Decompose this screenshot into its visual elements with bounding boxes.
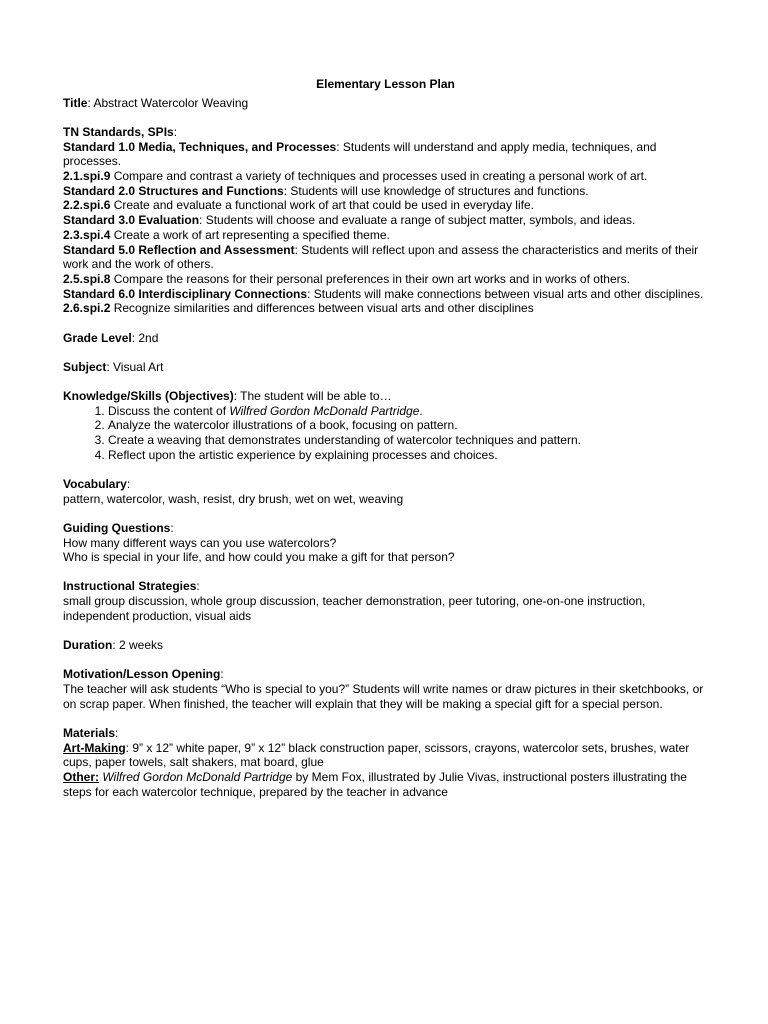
- standard-item: 2.3.spi.4 Create a work of art representing a specified theme.: [63, 227, 390, 242]
- title-line: [63, 96, 708, 111]
- list-item: 4. Reflect upon the artistic experience by explaining processes and choices.: [108, 448, 708, 463]
- strategies-heading: Instructional Strategies:: [63, 579, 200, 594]
- subject-value: : Visual Art: [106, 359, 164, 374]
- guiding-question: Who is special in your life, and how could you make a gift for that person?: [63, 550, 455, 565]
- motivation-text: The teacher will ask students “Who is special to you?” Students will write names or draw pictures in their sketchbooks, or on scrap paper. When finished, the teacher will explain that they will be making a special gift for a special person.: [63, 682, 704, 711]
- standard-item: 2.6.spi.2 Recognize similarities and differences between visual arts and other disciplines: [63, 301, 534, 316]
- list-item: 3. Create a weaving that demonstrates understanding of watercolor techniques and pattern.: [108, 433, 708, 448]
- vocabulary-text: pattern, watercolor, wash, resist, dry brush, wet on wet, weaving: [63, 491, 404, 506]
- vocabulary-heading: Vocabulary:: [63, 476, 131, 491]
- standard-item: Standard 2.0 Structures and Functions: Students will use knowledge of structures and functions.: [63, 183, 589, 198]
- standard-item: Standard 6.0 Interdisciplinary Connections: Students will make connections between visual arts and other disciplines.: [63, 286, 704, 301]
- guiding-question: How many different ways can you use watercolors?: [63, 535, 337, 550]
- materials-heading: Materials:: [63, 725, 119, 740]
- title-value: : Abstract Watercolor Weaving: [87, 95, 249, 110]
- standard-item: Standard 5.0 Reflection and Assessment: Students will reflect upon and assess the characteristics and merits of their work and the work of others.: [63, 242, 699, 272]
- standard-item: 2.5.spi.8 Compare the reasons for their personal preferences in their own art works and in works of others.: [63, 271, 630, 286]
- book-title: Wilfred Gordon McDonald Partridge: [229, 403, 420, 418]
- list-item: 2. Analyze the watercolor illustrations of a book, focusing on pattern.: [108, 418, 708, 433]
- objectives-label: Knowledge/Skills (Objectives): [63, 388, 234, 403]
- subject-label: Subject: [63, 359, 107, 374]
- subject-line: [63, 360, 708, 375]
- list-item: 1. Discuss the content of Wilfred Gordon McDonald Partridge.: [108, 404, 708, 419]
- materials-art-making: Art-Making: 9” x 12” white paper, 9” x 12” black construction paper, scissors, crayons, watercolor sets, brushes, water cups, paper towels, salt shakers, mat board, glue: [63, 740, 690, 770]
- document-title: Elementary Lesson Plan: [316, 77, 455, 91]
- grade-level-label: Grade Level: [63, 330, 132, 345]
- standards-heading: TN Standards, SPIs:: [63, 124, 178, 139]
- materials-other: Other: Wilfred Gordon McDonald Partridge by Mem Fox, illustrated by Julie Vivas, instructional posters illustrating the steps for each watercolor technique, prepared by the teacher in advance: [63, 770, 687, 799]
- guiding-questions-heading: Guiding Questions:: [63, 520, 174, 535]
- title-label: Title: [63, 95, 88, 110]
- standard-item: Standard 1.0 Media, Techniques, and Processes: Students will understand and apply media, techniques, and processes.: [63, 139, 657, 169]
- book-title: Wilfred Gordon McDonald Partridge: [99, 770, 293, 785]
- objectives-list: [63, 404, 708, 463]
- standard-item: 2.1.spi.9 Compare and contrast a variety of techniques and processes used in creating a personal work of art.: [63, 169, 648, 184]
- standards-list: [63, 140, 708, 316]
- duration-line: Duration: 2 weeks: [63, 638, 164, 653]
- objectives-intro: : The student will be able to…: [233, 388, 392, 403]
- standards-heading-label: TN Standards, SPIs: [63, 124, 174, 139]
- motivation-heading: Motivation/Lesson Opening:: [63, 667, 224, 682]
- standard-item: Standard 3.0 Evaluation: Students will choose and evaluate a range of subject matter, symbols, and ideas.: [63, 213, 636, 228]
- standard-item: 2.2.spi.6 Create and evaluate a functional work of art that could be used in everyday life.: [63, 198, 534, 213]
- objectives-heading: [63, 389, 708, 404]
- strategies-text: small group discussion, whole group discussion, teacher demonstration, peer tutoring, one-on-one instruction, independent production, visual aids: [63, 594, 646, 623]
- grade-level-line: [63, 331, 708, 346]
- grade-level-value: : 2nd: [131, 330, 159, 345]
